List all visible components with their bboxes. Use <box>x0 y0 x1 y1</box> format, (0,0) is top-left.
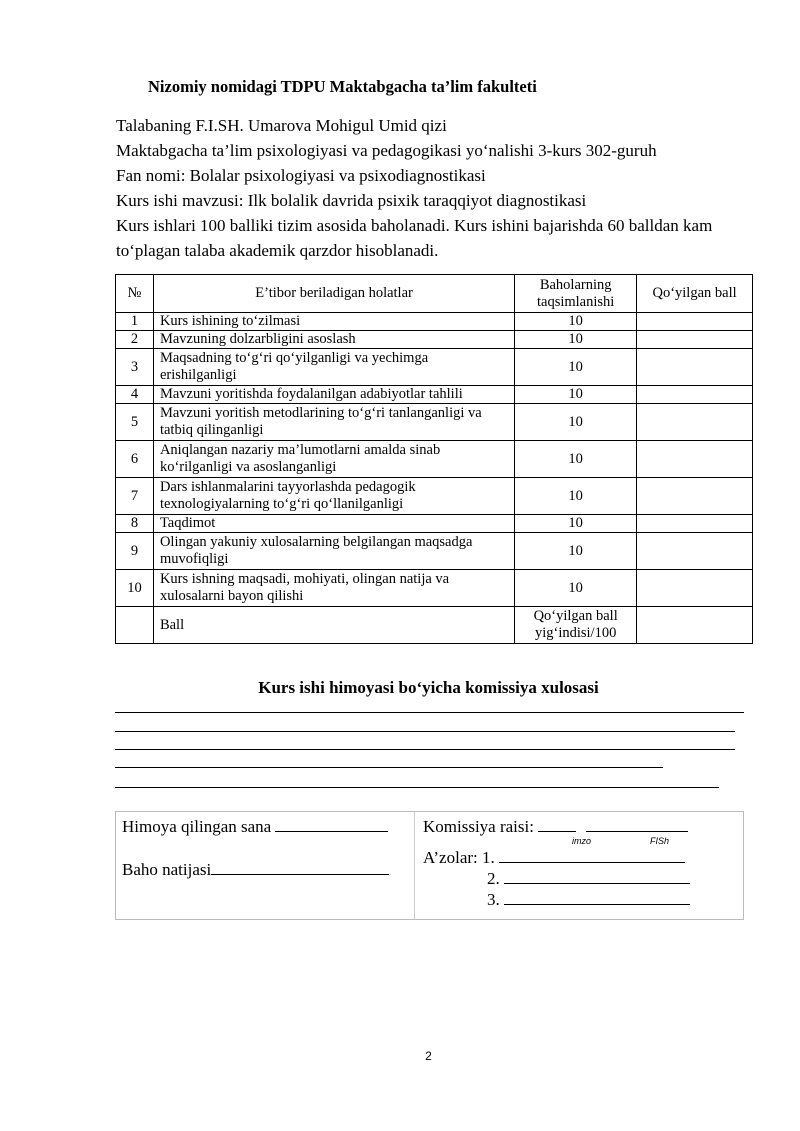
row-number: 9 <box>116 533 154 570</box>
defense-date-blank[interactable] <box>275 817 388 832</box>
total-label: Ball <box>153 607 514 644</box>
row-awarded-cell[interactable] <box>637 404 753 441</box>
row-number: 2 <box>116 331 154 349</box>
result-field <box>122 860 389 880</box>
grading-table <box>115 274 753 644</box>
row-criterion: Kurs ishining to‘zilmasi <box>153 313 514 331</box>
row-points: 10 <box>515 386 637 404</box>
row-criterion: Mavzuni yoritish metodlarining to‘g‘ri tanlanganligi va tatbiq qilinganligi <box>153 404 514 441</box>
row-points: 10 <box>515 404 637 441</box>
table-row <box>116 331 753 349</box>
commission-conclusion-title: Kurs ishi himoyasi bo‘yicha komissiya xulosasi <box>258 678 599 697</box>
row-awarded-cell[interactable] <box>637 478 753 515</box>
member-2-blank[interactable] <box>504 869 690 884</box>
row-criterion: Taqdimot <box>153 515 514 533</box>
chair-field <box>423 817 688 837</box>
header-awarded-points: Qo‘yilgan ball <box>637 275 753 313</box>
result-blank[interactable] <box>211 860 389 875</box>
row-awarded-cell[interactable] <box>637 570 753 607</box>
row-awarded-cell[interactable] <box>637 313 753 331</box>
row-awarded-cell[interactable] <box>637 441 753 478</box>
row-points: 10 <box>515 570 637 607</box>
row-number: 5 <box>116 404 154 441</box>
member-3-blank[interactable] <box>504 890 690 905</box>
table-row <box>116 441 753 478</box>
total-points-label: Qo‘yilgan ball yig‘indisi/100 <box>515 607 637 644</box>
row-criterion: Mavzuning dolzarbligini asoslash <box>153 331 514 349</box>
row-criterion: Maqsadning to‘g‘ri qo‘yilganligi va yechimga erishilganligi <box>153 349 514 386</box>
row-points: 10 <box>515 313 637 331</box>
row-awarded-cell[interactable] <box>637 533 753 570</box>
row-points: 10 <box>515 533 637 570</box>
defense-date-field <box>122 817 388 837</box>
faculty-heading: Nizomiy nomidagi TDPU Maktabgacha ta’lim fakulteti <box>148 77 537 96</box>
total-number-cell <box>116 607 154 644</box>
table-row <box>116 386 753 404</box>
conclusion-line-5[interactable] <box>115 787 719 788</box>
row-points: 10 <box>515 331 637 349</box>
row-number: 8 <box>116 515 154 533</box>
row-points: 10 <box>515 478 637 515</box>
row-number: 3 <box>116 349 154 386</box>
direction-line: Maktabgacha ta’lim psixologiyasi va pedagogikasi yo‘nalishi 3-kurs 302-guruh <box>116 141 657 160</box>
conclusion-line-3[interactable] <box>115 749 735 750</box>
row-awarded-cell[interactable] <box>637 349 753 386</box>
chair-label: Komissiya raisi: <box>423 817 534 836</box>
row-awarded-cell[interactable] <box>637 331 753 349</box>
table-row <box>116 478 753 515</box>
member-number-1: 1. <box>482 848 495 867</box>
row-number: 10 <box>116 570 154 607</box>
row-number: 7 <box>116 478 154 515</box>
row-awarded-cell[interactable] <box>637 386 753 404</box>
members-field <box>423 848 685 868</box>
table-row <box>116 515 753 533</box>
defense-date-label: Himoya qilingan sana <box>122 817 272 836</box>
student-info-block <box>116 113 756 263</box>
member-3-field <box>487 890 690 910</box>
member-2-field <box>487 869 690 889</box>
signature-caption: imzo <box>572 836 592 846</box>
table-row <box>116 313 753 331</box>
table-row <box>116 404 753 441</box>
table-header-row <box>116 275 753 313</box>
header-number: № <box>116 275 154 313</box>
subject-line: Fan nomi: Bolalar psixologiyasi va psixodiagnostikasi <box>116 166 486 185</box>
row-number: 6 <box>116 441 154 478</box>
row-points: 10 <box>515 441 637 478</box>
row-criterion: Aniqlangan nazariy ma’lumotlarni amalda sinab ko‘rilganligi va asoslanganligi <box>153 441 514 478</box>
member-number-3: 3. <box>487 890 500 909</box>
conclusion-line-2[interactable] <box>115 731 735 732</box>
table-row <box>116 570 753 607</box>
page-number: 2 <box>425 1049 432 1063</box>
row-criterion: Olingan yakuniy xulosalarning belgilangan maqsadga muvofiqligi <box>153 533 514 570</box>
row-number: 1 <box>116 313 154 331</box>
student-name-line: Talabaning F.I.SH. Umarova Mohigul Umid qizi <box>116 116 447 135</box>
result-label: Baho natijasi <box>122 860 212 879</box>
box-divider <box>414 812 415 919</box>
header-points-distribution: Baholarning taqsimlanishi <box>515 275 637 313</box>
members-label: A’zolar: <box>423 848 478 867</box>
row-points: 10 <box>515 349 637 386</box>
conclusion-line-4[interactable] <box>115 767 663 768</box>
name-caption: FISh <box>650 836 670 846</box>
topic-line: Kurs ishi mavzusi: Ilk bolalik davrida psixik taraqqiyot diagnostikasi <box>116 191 587 210</box>
grading-note: Kurs ishlari 100 balliki tizim asosida baholanadi. Kurs ishini bajarishda 60 balldan kam to‘plagan talaba akademik qarzdor hisoblanadi. <box>116 216 713 260</box>
chair-name-blank[interactable] <box>586 817 688 832</box>
header-criterion: E’tibor beriladigan holatlar <box>153 275 514 313</box>
member-number-2: 2. <box>487 869 500 888</box>
chair-signature-blank[interactable] <box>538 817 576 832</box>
conclusion-line-1[interactable] <box>115 712 744 713</box>
row-criterion: Dars ishlanmalarini tayyorlashda pedagogik texnologiyalarning to‘g‘ri qo‘llanilganligi <box>153 478 514 515</box>
row-criterion: Mavzuni yoritishda foydalanilgan adabiyotlar tahlili <box>153 386 514 404</box>
defense-result-box <box>115 811 744 920</box>
table-total-row <box>116 607 753 644</box>
row-awarded-cell[interactable] <box>637 515 753 533</box>
row-points: 10 <box>515 515 637 533</box>
row-criterion: Kurs ishning maqsadi, mohiyati, olingan natija va xulosalarni bayon qilishi <box>153 570 514 607</box>
row-number: 4 <box>116 386 154 404</box>
table-row <box>116 349 753 386</box>
member-1-blank[interactable] <box>499 848 685 863</box>
total-awarded-cell[interactable] <box>637 607 753 644</box>
table-row <box>116 533 753 570</box>
